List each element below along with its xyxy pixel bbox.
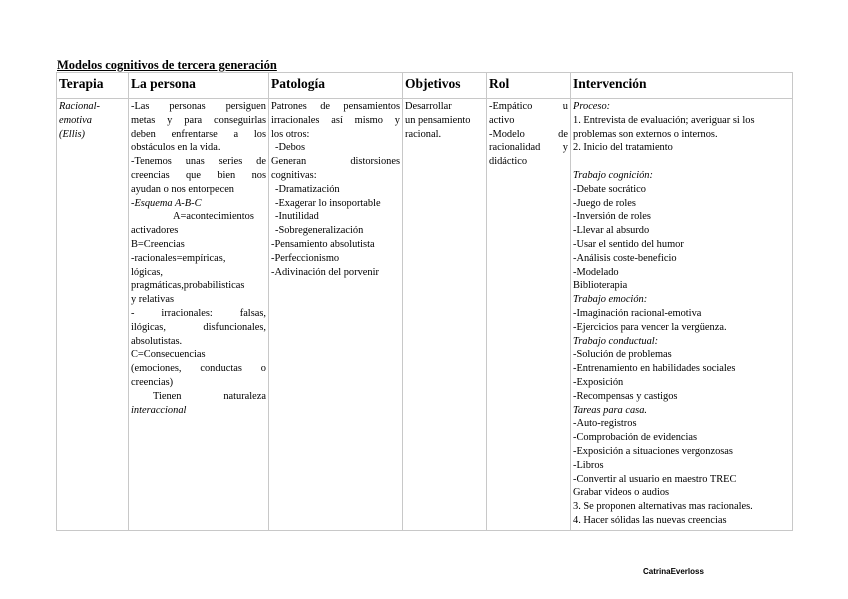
rol-line: activo <box>489 114 515 126</box>
header-terapia: Terapia <box>57 73 129 99</box>
terapia-line: (Ellis) <box>59 128 85 140</box>
persona-line: A=acontecimientos <box>173 211 254 223</box>
intervencion-line: -Entrenamiento en habilidades sociales <box>573 363 736 375</box>
intervencion-line: -Imaginación racional-emotiva <box>573 307 702 319</box>
intervencion-heading: Trabajo conductual: <box>573 335 659 347</box>
persona-line: creencias que bien nos <box>131 169 266 181</box>
intervencion-line: -Exposición <box>573 376 624 388</box>
persona-line: ayudan o nos entorpecen <box>131 183 235 195</box>
table-header-row <box>57 73 793 99</box>
persona-line: y relativas <box>131 294 174 306</box>
patologia-line: -Inutilidad <box>275 211 319 223</box>
header-la-persona: La persona <box>129 73 269 99</box>
intervencion-line: -Solución de problemas <box>573 349 672 361</box>
cell-intervencion <box>571 99 793 531</box>
intervencion-line: -Llevar al absurdo <box>573 225 650 237</box>
intervencion-line: -Ejercicios para vencer la vergüenza. <box>573 321 727 333</box>
objetivos-line: racional. <box>405 128 442 140</box>
rol-line: didáctico <box>489 156 528 168</box>
header-objetivos: Objetivos <box>403 73 487 99</box>
intervencion-line: 2. Inicio del tratamiento <box>573 142 673 154</box>
persona-line: metas y para conseguirlas <box>131 114 266 126</box>
persona-line: C=Consecuencias <box>131 349 206 361</box>
patologia-line: -Debos <box>275 142 306 154</box>
intervencion-line: problemas son externos o internos. <box>573 128 718 140</box>
patologia-line: Patrones de pensamientos <box>271 101 400 112</box>
header-patologia: Patología <box>269 73 403 99</box>
intervencion-line: 3. Se proponen alternativas mas racionales. <box>573 501 753 513</box>
objetivos-line: un pensamiento <box>405 114 471 126</box>
table-row <box>57 99 793 531</box>
intervencion-heading: Trabajo emoción: <box>573 294 648 306</box>
persona-line: - irracionales: falsas, <box>131 307 266 319</box>
patologia-line: los otros: <box>271 128 310 140</box>
rol-line: -Modelo de <box>489 128 568 140</box>
persona-line: activadores <box>131 225 179 237</box>
patologia-line: irracionales así mismo y <box>271 114 400 126</box>
document-title: Modelos cognitivos de tercera generación <box>57 58 277 72</box>
intervencion-line: -Modelado <box>573 266 619 278</box>
persona-line: -Tenemos unas series de <box>131 156 266 168</box>
persona-line: absolutistas. <box>131 335 183 347</box>
header-intervencion: Intervención <box>571 73 793 99</box>
persona-line: -Esquema A-B-C <box>131 197 202 209</box>
persona-line: lógicas, <box>131 266 164 278</box>
patologia-line: -Dramatización <box>275 183 340 195</box>
intervencion-line: -Usar el sentido del humor <box>573 238 684 250</box>
rol-line: racionalidad y <box>489 142 568 154</box>
intervencion-blank-line <box>573 155 790 169</box>
cell-rol <box>487 99 571 531</box>
intervencion-line: -Exposición a situaciones vergonzosas <box>573 445 733 457</box>
intervencion-line: -Libros <box>573 459 604 471</box>
persona-line: creencias) <box>131 376 174 388</box>
intervencion-heading: Proceso: <box>573 101 611 112</box>
patologia-line: -Adivinación del porvenir <box>271 266 379 278</box>
cell-terapia <box>57 99 129 531</box>
patologia-line: -Pensamiento absolutista <box>271 238 375 250</box>
intervencion-line: 1. Entrevista de evaluación; averiguar si los <box>573 114 755 126</box>
header-rol: Rol <box>487 73 571 99</box>
persona-line: ilógicas, disfuncionales, <box>131 321 266 333</box>
intervencion-heading: Trabajo cognición: <box>573 169 653 181</box>
intervencion-line: -Auto-registros <box>573 418 637 430</box>
persona-line: Tienen naturaleza <box>153 390 266 402</box>
intervencion-line: -Comprobación de evidencias <box>573 432 698 444</box>
patologia-line: -Exagerar lo insoportable <box>275 197 381 209</box>
persona-line: -Las personas persiguen <box>131 101 266 112</box>
intervencion-line: -Debate socrático <box>573 183 646 195</box>
patologia-line: Generan distorsiones <box>271 156 400 168</box>
persona-line: deben enfrentarse a los <box>131 128 266 140</box>
intervencion-line: -Convertir al usuario en maestro TREC <box>573 473 737 485</box>
persona-line: -racionales=empíricas, <box>131 252 226 264</box>
intervencion-line: -Juego de roles <box>573 197 636 209</box>
patologia-line: cognitivas: <box>271 169 317 181</box>
persona-line: interaccional <box>131 404 187 416</box>
terapia-line: emotiva <box>59 114 92 126</box>
cell-patologia <box>269 99 403 531</box>
cell-objetivos <box>403 99 487 531</box>
cell-la-persona <box>129 99 269 531</box>
intervencion-line: 4. Hacer sólidas las nuevas creencias <box>573 514 727 526</box>
persona-line: obstáculos en la vida. <box>131 142 221 154</box>
persona-line: B=Creencias <box>131 238 185 250</box>
terapia-line: Racional- <box>59 101 100 112</box>
persona-line: (emociones, conductas o <box>131 363 266 375</box>
footer-author: CatrinaEverloss <box>643 567 704 576</box>
models-table <box>56 72 793 531</box>
objetivos-line: Desarrollar <box>405 101 452 112</box>
persona-line: pragmáticas,probabilisticas <box>131 280 245 292</box>
intervencion-line: Biblioterapia <box>573 280 628 292</box>
intervencion-line: -Inversión de roles <box>573 211 651 223</box>
rol-line: -Empático u <box>489 101 568 112</box>
intervencion-line: -Análisis coste-beneficio <box>573 252 677 264</box>
intervencion-heading: Tareas para casa. <box>573 404 647 416</box>
patologia-line: -Sobregeneralización <box>275 225 364 237</box>
intervencion-line: Grabar videos o audios <box>573 487 670 499</box>
patologia-line: -Perfeccionismo <box>271 252 340 264</box>
intervencion-line: -Recompensas y castigos <box>573 390 678 402</box>
